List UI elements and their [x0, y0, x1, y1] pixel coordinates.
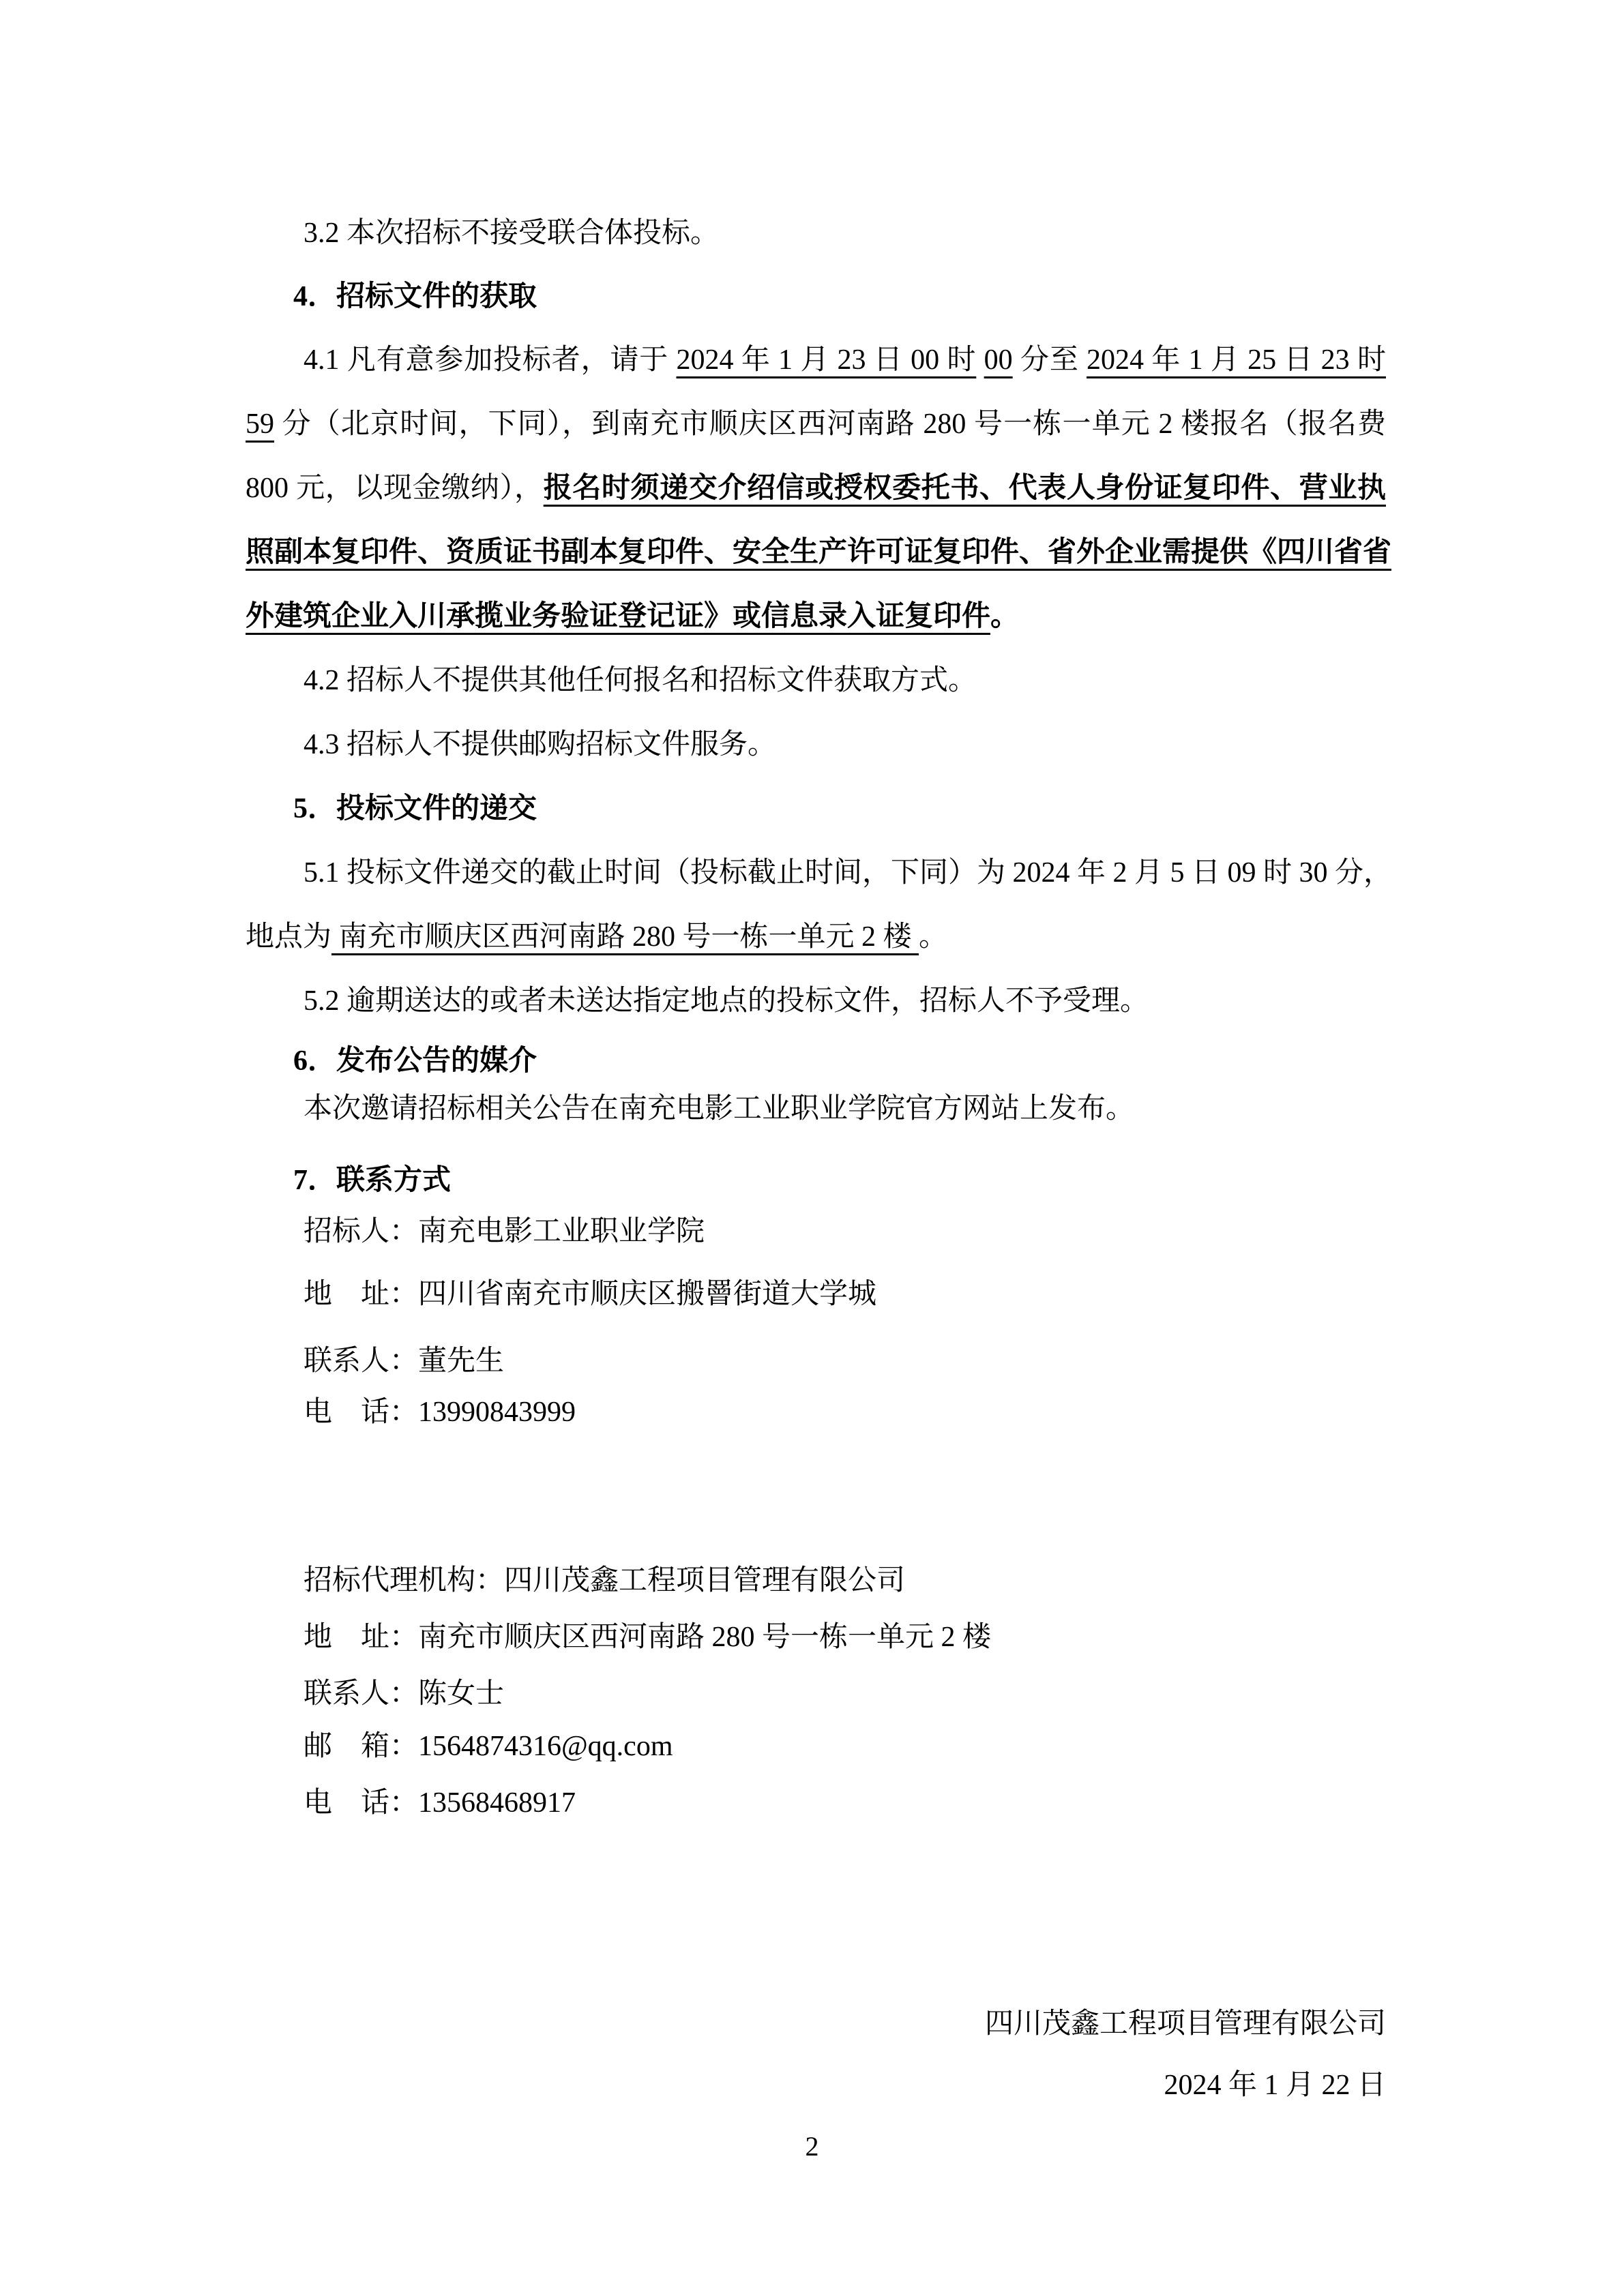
text-segment: 电 话：13990843999	[304, 1397, 576, 1428]
tenderer-address	[246, 1262, 1386, 1326]
text-segment: 7．联系方式	[293, 1165, 452, 1196]
text-segment: 5．投标文件的递交	[293, 793, 537, 824]
clause-4-3	[246, 713, 1386, 777]
tenderer-name-line-1	[246, 1199, 1386, 1264]
clause-4-1-line-1	[246, 328, 1386, 392]
tenderer-address-line-1	[246, 1262, 1386, 1326]
agency-phone-line-1	[246, 1771, 1386, 1835]
page-number: 2	[805, 2131, 819, 2162]
document-content	[246, 0, 1393, 2296]
text-segment: 分至	[1012, 344, 1087, 376]
text-segment: 四川茂鑫工程项目管理有限公司	[984, 2008, 1386, 2040]
text-segment: 5.2 逾期送达的或者未送达指定地点的投标文件，招标人不予受理。	[304, 985, 1149, 1017]
text-segment: 地 址：南充市顺庆区西河南路 280 号一栋一单元 2 楼	[304, 1622, 992, 1653]
text-segment: 本次邀请招标相关公告在南充电影工业职业学院官方网站上发布。	[304, 1093, 1135, 1124]
clause-5-1-line-1	[246, 841, 1393, 905]
text-segment: 邮 箱：1564874316@qq.com	[304, 1731, 673, 1762]
text-segment: 2024 年 1 月 22 日	[1164, 2070, 1386, 2101]
text-segment: 59	[246, 408, 274, 440]
text-segment: 3.2 本次招标不接受联合体投标。	[304, 218, 720, 249]
text-segment: 2024 年 1 月 23 日 00 时	[676, 344, 977, 376]
text-segment	[976, 344, 984, 376]
text-segment: 南充市顺庆区西河南路 280 号一栋一单元 2 楼	[331, 921, 919, 953]
text-segment: 招标人：南充电影工业职业学院	[304, 1216, 705, 1247]
clause-5-1-line-2	[246, 905, 1386, 969]
signature-company-line-1	[246, 1992, 1386, 2056]
agency-address-line-1	[246, 1605, 1386, 1669]
clause-4-3-line-1	[246, 713, 1386, 777]
text-segment: 报名时须递交介绍信或授权委托书、代表人身份证复印件、营业执	[543, 473, 1386, 504]
heading-4	[246, 265, 1386, 329]
tenderer-phone	[246, 1380, 1386, 1444]
tenderer-name	[246, 1199, 1386, 1264]
clause-5-1	[246, 841, 1393, 969]
text-segment: 4.3 招标人不提供邮购招标文件服务。	[304, 729, 777, 760]
heading-5-line-1	[246, 777, 1386, 841]
text-segment: 分（北京时间，下同），到南充市顺庆区西河南路 280 号一栋一单元 2 楼报名（报名费	[274, 408, 1386, 440]
text-segment: 6．发布公告的媒介	[293, 1045, 537, 1077]
text-segment: 招标代理机构：四川茂鑫工程项目管理有限公司	[304, 1565, 906, 1596]
clause-5-2-line-1	[246, 969, 1386, 1033]
clause-4-1-line-5	[246, 584, 1386, 648]
text-segment: 电 话：13568468917	[304, 1787, 576, 1819]
signature-date	[246, 2053, 1386, 2117]
clause-4-1-line-4	[246, 520, 1392, 584]
text-segment: 5.1 投标文件递交的截止时间（投标截止时间，下同）为 2024 年 2 月 5 日 09 时 30 分，	[304, 857, 1393, 889]
text-segment: 800 元，以现金缴纳），	[246, 473, 544, 504]
agency-email-line-1	[246, 1714, 1386, 1778]
clause-4-1-line-3	[246, 456, 1386, 520]
clause-4-2-line-1	[246, 648, 1386, 713]
text-segment: 联系人：董先生	[304, 1345, 505, 1377]
text-segment: 。	[990, 601, 1020, 632]
text-segment: 4.1 凡有意参加投标者，请于	[304, 344, 677, 376]
clause-6-body	[246, 1077, 1386, 1141]
agency-name-line-1	[246, 1549, 1386, 1613]
text-segment: 联系人：陈女士	[304, 1678, 505, 1710]
agency-email	[246, 1714, 1386, 1778]
text-segment: 。	[919, 921, 948, 953]
clause-6-body-line-1	[246, 1077, 1386, 1141]
clause-3-2-line-1	[246, 201, 1386, 265]
clause-3-2	[246, 201, 1386, 265]
heading-4-line-1	[246, 265, 1386, 329]
signature-date-line-1	[246, 2053, 1386, 2117]
agency-phone	[246, 1771, 1386, 1835]
clause-4-1	[246, 328, 1392, 648]
text-segment: 4．招标文件的获取	[293, 281, 537, 312]
clause-4-2	[246, 648, 1386, 713]
text-segment: 地 址：四川省南充市顺庆区搬罾街道大学城	[304, 1279, 877, 1310]
text-segment: 外建筑企业入川承揽业务验证登记证》或信息录入证复印件	[246, 601, 991, 632]
text-segment: 00	[984, 344, 1013, 376]
text-segment: 照副本复印件、资质证书副本复印件、安全生产许可证复印件、省外企业需提供《四川省省	[246, 537, 1392, 568]
agency-name	[246, 1549, 1386, 1613]
text-segment: 2024 年 1 月 25 日 23 时	[1087, 344, 1386, 376]
clause-4-1-line-2	[246, 392, 1386, 456]
signature-company	[246, 1992, 1386, 2056]
text-segment: 地点为	[246, 921, 332, 953]
clause-5-2	[246, 969, 1386, 1033]
text-segment: 4.2 招标人不提供其他任何报名和招标文件获取方式。	[304, 665, 977, 696]
agency-address	[246, 1605, 1386, 1669]
heading-5	[246, 777, 1386, 841]
tenderer-phone-line-1	[246, 1380, 1386, 1444]
